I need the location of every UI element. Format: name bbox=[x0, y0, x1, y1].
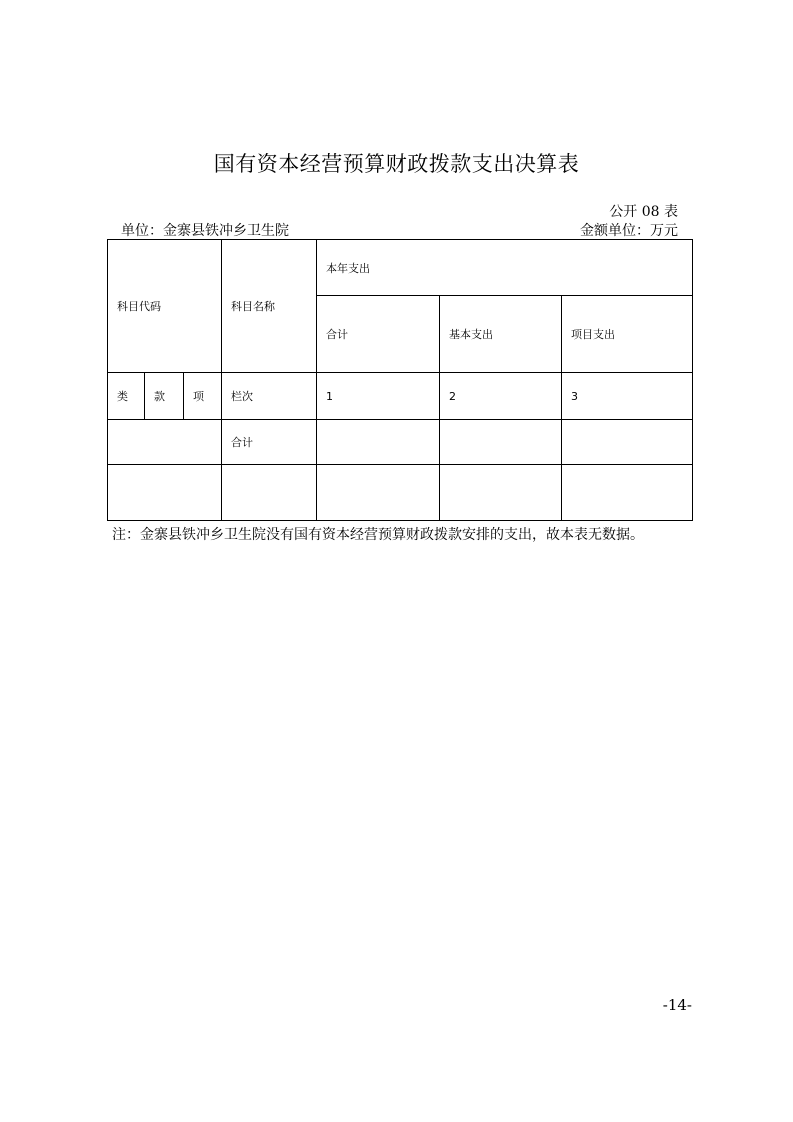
empty-row-total-cell bbox=[317, 465, 440, 521]
page-title: 国有资本经营预算财政拨款支出决算表 bbox=[213, 152, 580, 176]
total-header: 合计 bbox=[317, 296, 440, 373]
empty-row-project-cell bbox=[562, 465, 693, 521]
column-order-label: 栏次 bbox=[222, 373, 317, 420]
subject-name-header: 科目名称 bbox=[222, 240, 317, 373]
sum-row-code-cell bbox=[108, 420, 222, 465]
basic-expense-header: 基本支出 bbox=[440, 296, 562, 373]
empty-row-name-cell bbox=[222, 465, 317, 521]
section-header: 款 bbox=[145, 373, 184, 420]
column-number-1: 1 bbox=[317, 373, 440, 420]
column-number-2: 2 bbox=[440, 373, 562, 420]
project-expense-header: 项目支出 bbox=[562, 296, 693, 373]
empty-row-code-cell bbox=[108, 465, 222, 521]
item-header: 项 bbox=[184, 373, 222, 420]
expenditure-table bbox=[107, 239, 693, 521]
sum-total-cell bbox=[317, 420, 440, 465]
category-header: 类 bbox=[108, 373, 145, 420]
form-number: 公开 08 表 bbox=[609, 204, 678, 220]
column-number-3: 3 bbox=[562, 373, 693, 420]
subject-code-header: 科目代码 bbox=[108, 240, 222, 373]
empty-row-basic-cell bbox=[440, 465, 562, 521]
sum-project-cell bbox=[562, 420, 693, 465]
reporting-unit: 单位：金寨县铁冲乡卫生院 bbox=[121, 223, 289, 239]
sum-basic-cell bbox=[440, 420, 562, 465]
amount-unit: 金额单位：万元 bbox=[580, 223, 678, 239]
current-year-expense-header: 本年支出 bbox=[317, 240, 693, 296]
table-note: 注：金寨县铁冲乡卫生院没有国有资本经营预算财政拨款安排的支出，故本表无数据。 bbox=[112, 527, 644, 543]
page-number: -14- bbox=[662, 996, 692, 1014]
sum-row-label: 合计 bbox=[222, 420, 317, 465]
